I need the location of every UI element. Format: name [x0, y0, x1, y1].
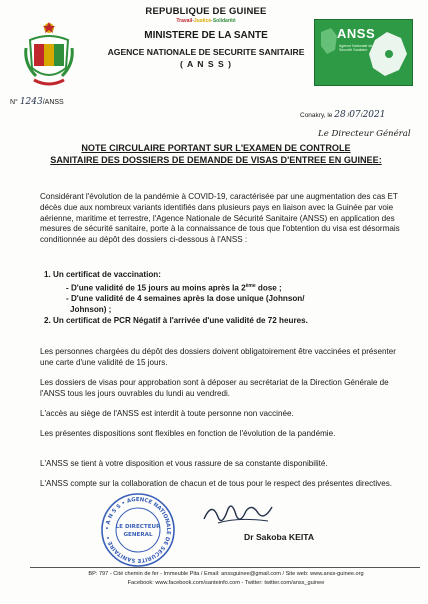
date-year: 2021	[362, 110, 386, 120]
ministry-name: MINISTERE DE LA SANTE	[144, 30, 268, 41]
stamp-center-line-2: GENERAL	[123, 532, 153, 538]
ref-number-handwritten: 1243	[19, 97, 43, 107]
item-1a-tail: dose ;	[255, 283, 282, 293]
requirement-item-2: 2. Un certificat de PCR Négatif à l'arrivée d'une validité de 72 heures.	[44, 315, 308, 325]
requirements-list	[44, 270, 394, 327]
signer-name: Dr Sakoba KEITA	[244, 532, 315, 542]
national-motto: Travail-Justice-Solidarité	[176, 18, 236, 24]
date-month: 07	[349, 110, 361, 120]
footer-social-line: Facebook: www.facebook.com/santeinfo.com - Twitter: twitter.com/anss_guinee	[127, 580, 325, 586]
guinea-coat-of-arms-icon	[22, 18, 76, 90]
requirement-item-1b-cont: Johnson) ;	[70, 305, 112, 315]
title-line-1: NOTE CIRCULAIRE PORTANT SUR L'EXAMEN DE CONTROLE	[81, 143, 351, 153]
intro-paragraph: Considérant l'évolution de la pandémie à COVID-19, caractérisée par une augmentation des cas ET décès due aux nombreux variants identifiés dans plusieurs pays en liaison avec la Guinée par voie aérienne, maritime et terrestre, l'Agence Nationale de Sécurité Sanitaire (ANSS) en application des mesures de sécurité sanitaire, porte à la connaissance de tous que l'obtention du visa est désormais conditionnée au dépôt des dossiers ci-dessous à l'ANSS :	[40, 192, 400, 245]
place-prefix: Conakry, le	[300, 112, 333, 119]
title-line-2: SANITAIRE DES DOSSIERS DE DEMANDE DE VISAS D'ENTREE EN GUINEE:	[50, 155, 382, 165]
motto-word-3: Solidarité	[212, 18, 236, 24]
anss-logo	[314, 19, 413, 86]
republic-name: REPUBLIQUE DE GUINEE	[145, 6, 267, 17]
paragraph-collaboration: L'ANSS compte sur la collaboration de chacun et de tous pour le respect des présentes directives.	[40, 479, 393, 489]
government-header	[86, 6, 326, 69]
requirement-item-1b: - D'une validité de 4 semaines après la dose unique (Johnson/	[66, 294, 305, 304]
agency-abbreviation: ( A N S S )	[180, 59, 232, 69]
paragraph-availability: L'ANSS se tient à votre disposition et vous rassure de sa constante disponibilité.	[40, 459, 328, 469]
paragraph-depositors: Les personnes chargées du dépôt des dossiers doivent obligatoirement être vaccinées et présenter une carte d'une validité de 15 jours.	[40, 347, 396, 367]
official-stamp-icon	[100, 492, 176, 568]
requirement-item-1a	[44, 281, 394, 294]
place-and-date: Conakry, le 28 /07/2021	[300, 110, 386, 120]
paragraph-access: L'accès au siège de l'ANSS est interdit à toute personne non vaccinée.	[40, 409, 294, 419]
signatory-heading: Le Directeur Général	[318, 129, 411, 139]
stamp-center-line-1: LE DIRECTEUR	[115, 524, 161, 530]
paragraph-submission: Les dossiers de visas pour approbation sont à déposer au secrétariat de la Direction Générale de l'ANSS tous les jours ouvrables du lundi au vendredi.	[40, 378, 389, 398]
requirement-item-1: 1. Un certificat de vaccination:	[44, 270, 161, 279]
footer-address-line: BP: 797 - Cité chemin de fer - Immeuble Pita / Email: anssguinee@gmail.com / Site web: www.anss-guinee.org	[88, 571, 364, 577]
reference-number	[10, 97, 64, 107]
item-1a-superscript: ème	[245, 282, 256, 289]
stamp-ring-text: • A N S S • AGENCE NATIONALE DE SECURITE SANITAIRE •	[104, 496, 172, 564]
document-title	[36, 142, 396, 166]
item-1a-text: - D'une validité de 15 jours au moins après la 2	[66, 283, 246, 293]
ref-prefix: N°	[10, 99, 18, 106]
agency-name: AGENCE NATIONALE DE SECURITE SANITAIRE	[107, 47, 305, 57]
logo-subtitle: Agence Nationale de Sécurité Sanitaire	[339, 44, 373, 53]
handwritten-signature-icon	[198, 497, 278, 531]
svg-text:• A N S S • AGENCE NATIONALE	[105, 497, 171, 563]
footer-divider	[30, 567, 420, 568]
date-day: 28	[334, 110, 346, 120]
paragraph-flexibility: Les présentes dispositions sont flexibles en fonction de l'évolution de la pandémie.	[40, 429, 336, 439]
ref-suffix: /ANSS	[42, 99, 64, 106]
logo-brand-text: ANSS	[337, 26, 376, 41]
motto-word-2: Justice	[193, 18, 212, 24]
motto-word-1: Travail	[176, 18, 193, 24]
